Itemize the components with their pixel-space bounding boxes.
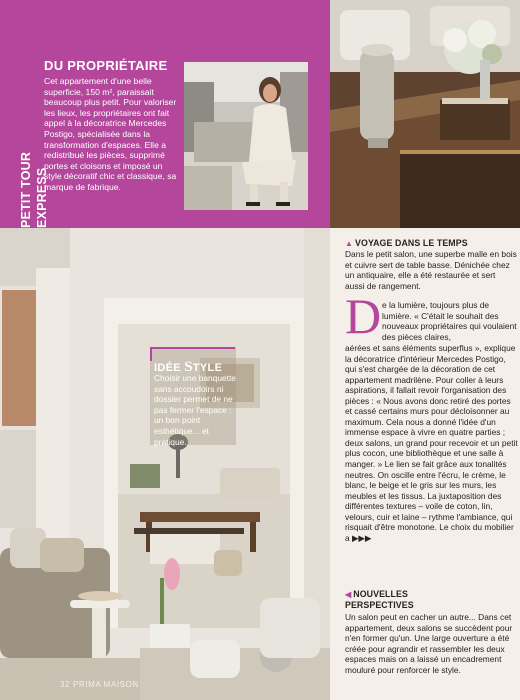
voyage-text: Dans le petit salon, une superbe malle en bois et cuivre sert de table basse. Dénichée chez un antiquaire, elle a été restaurée et sert aussi de rangement. <box>345 249 517 291</box>
idea-title-part1: IDÉE <box>154 362 185 374</box>
nouvelles-heading-line1: NOUVELLES <box>353 589 408 599</box>
nouvelles-heading-line2: PERSPECTIVES <box>345 600 414 610</box>
intro-text: Cet appartement d'une belle superficie, 150 m², paraissait beaucoup plus petit. Pour valoriser les lieux, les propriétaires ont fait appel à la décoratrice Mercedes Postigo, spécialisée dans la transformation d'espaces. Elle a redistribué les pièces, supprimé portes et cloisons et imposé un style décoratif chic et classique, sa marque de fabrique. <box>44 76 177 192</box>
vertical-title-line2: EXPRESS <box>35 167 49 228</box>
nouvelles-text: Un salon peut en cacher un autre... Dans cet appartement, deux salons se succèdent pour n'en former qu'un. Une large ouverture a été créée pour agrandir et rassembler les deux espaces mais on a laissé un encadrement mouluré pour renforcer le style. <box>345 612 513 675</box>
page-number: 32 <box>60 680 71 689</box>
page-footer <box>60 680 139 689</box>
magazine-name: PRIMA MAISON <box>72 680 139 689</box>
idea-title-initial: S <box>184 359 193 375</box>
voyage-heading-text: VOYAGE DANS LE TEMPS <box>355 238 468 248</box>
owner-photo <box>184 62 308 210</box>
idea-title-part2: TYLE <box>192 362 223 374</box>
drop-cap: D <box>345 288 382 344</box>
triangle-bullet-icon: ◀ <box>345 590 352 599</box>
panel-heading: DU PROPRIÉTAIRE <box>44 58 168 73</box>
living-room-photo <box>0 228 330 700</box>
triangle-bullet-icon: ▲ <box>345 239 354 248</box>
article-opening: e la lumière, toujours plus de lumière. « C'était le souhait des nouveaux propriétaires qui voulaient des pièces claires, <box>382 300 517 342</box>
vertical-title-line1: PETIT TOUR <box>19 151 33 228</box>
coffee-table-photo <box>330 0 520 228</box>
idea-text: Choisir une banquette sans accoudoirs ni dossier permet de ne pas fermer l'espace : un bon point esthétique... et pratique. <box>154 373 236 447</box>
voyage-heading <box>345 238 468 248</box>
article-body: aérées et sans éléments superflus », explique la décoratrice d'intérieur Mercedes Postigo, qui s'est chargée de la décoration de cet appartement madrilène. Pour coller à leurs aspirations, il fallait revoir l'organisation des pièces : « Nous avons donc retiré des portes et cassé certains murs pour décloisonner au maximum. Cela nous a donné l'idée d'un immense espace à vivre en quatre parties ; deux salons, un grand pour recevoir et un petit plus cocon, une bibliothèque et une salle à manger. » Le lien se fait grâce aux tonalités neutres. On oscille entre l'écru, le crème, le blanc, le beige et le gris sur les murs, les meubles et les tissus. La juxtaposition des différentes textures – voile de coton, lin, velours, cuir et laine – rythme l'ambiance, qui risquait d'être monotone. Le choix du mobilier a ▶▶▶ <box>345 343 518 543</box>
nouvelles-heading <box>345 589 414 610</box>
